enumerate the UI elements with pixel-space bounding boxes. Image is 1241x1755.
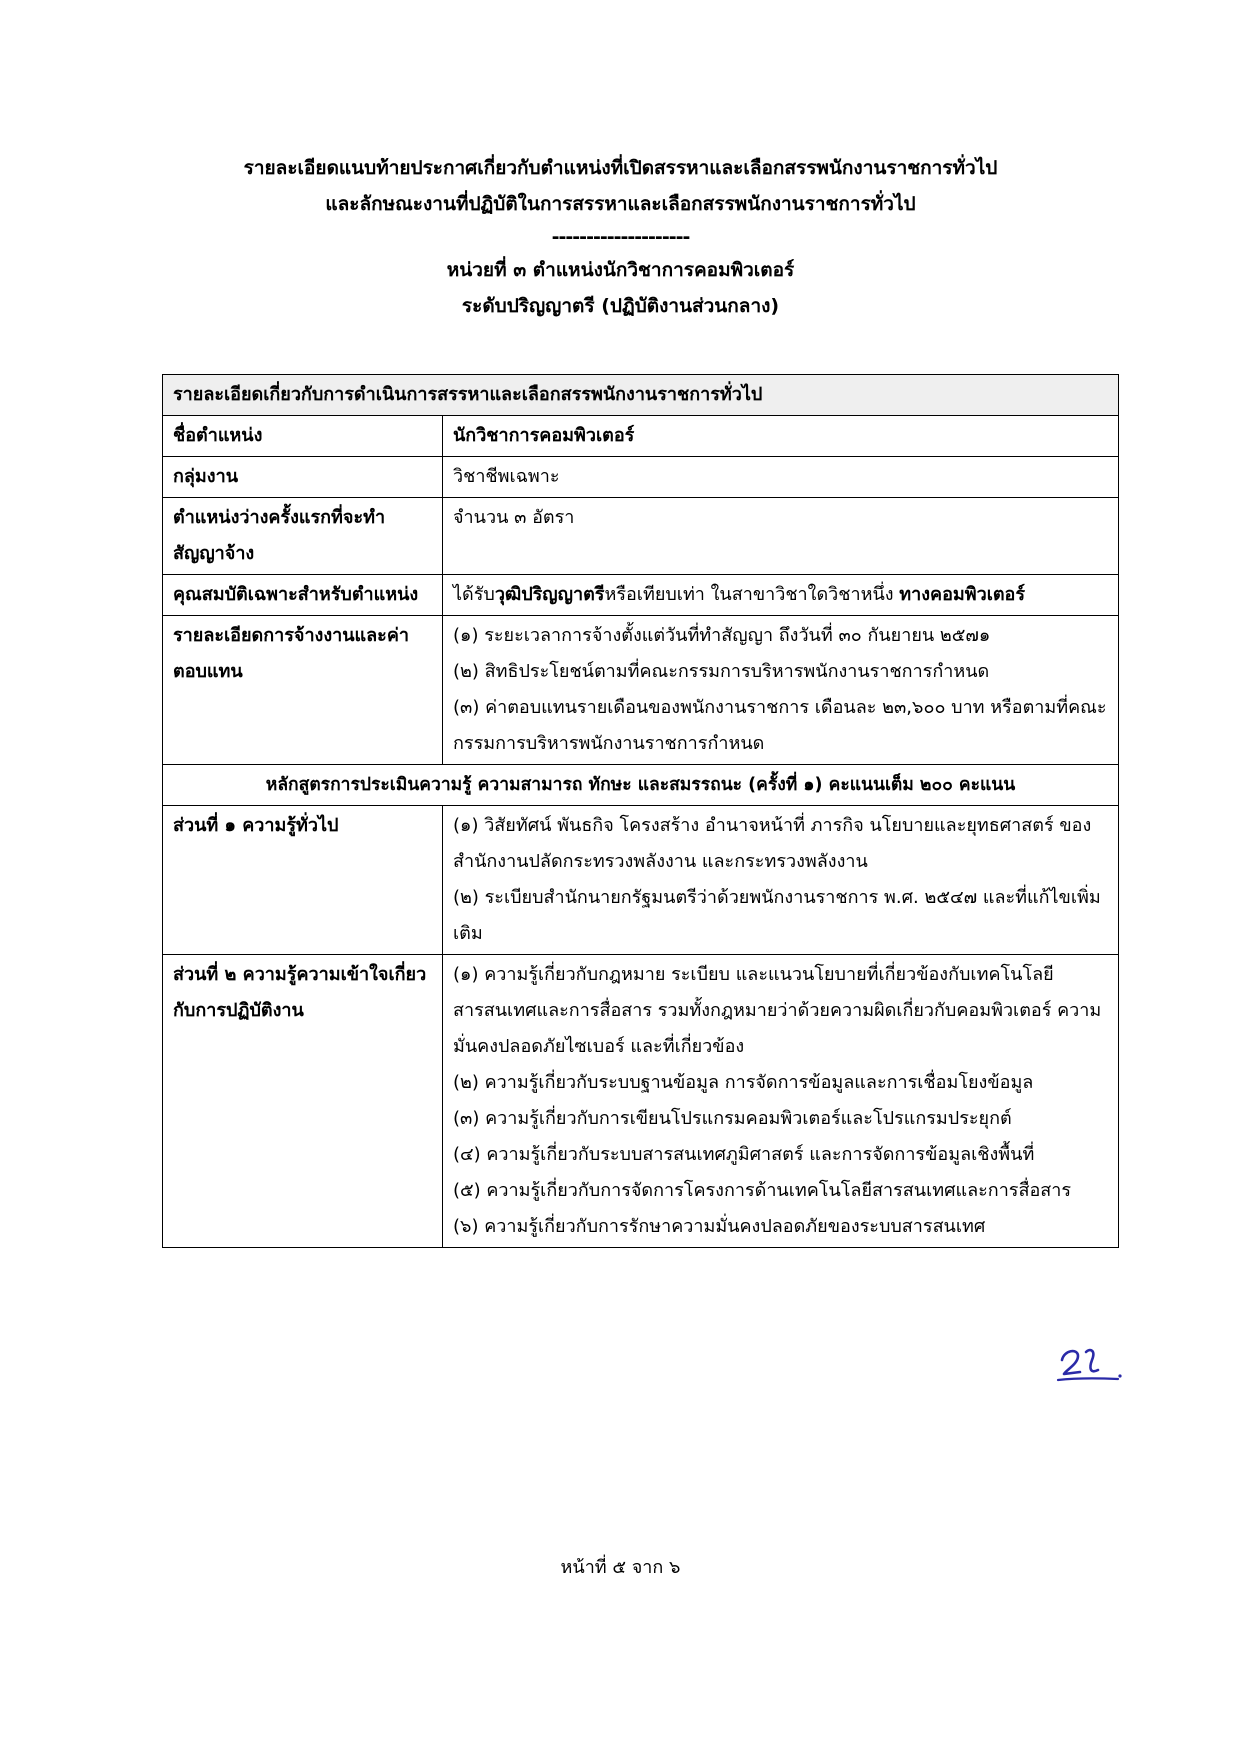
employment-item-2: (๒) สิทธิประโยชน์ตามที่คณะกรรมการบริหารพนักงานราชการกำหนด xyxy=(453,661,990,682)
table-row xyxy=(163,616,1119,765)
vacancy-label: ตำแหน่งว่างครั้งแรกที่จะทำสัญญาจ้าง xyxy=(163,498,443,575)
part1-label: ส่วนที่ ๑ ความรู้ทั่วไป xyxy=(163,806,443,955)
signature-underline xyxy=(1058,1378,1118,1380)
table-row xyxy=(163,416,1119,457)
qualification-middle: หรือเทียบเท่า ในสาขาวิชาใดวิชาหนึ่ง xyxy=(604,584,900,605)
position-value: นักวิชาการคอมพิวเตอร์ xyxy=(443,416,1119,457)
part2-item-2: (๒) ความรู้เกี่ยวกับระบบฐานข้อมูล การจัดการข้อมูลและการเชื่อมโยงข้อมูล xyxy=(453,1072,1034,1093)
table-row xyxy=(163,955,1119,1248)
page-number: หน้าที่ ๕ จาก ๖ xyxy=(560,1557,681,1578)
table-row xyxy=(163,806,1119,955)
section-header-row xyxy=(163,375,1119,416)
table-row xyxy=(163,498,1119,575)
qualification-degree: วุฒิปริญญาตรี xyxy=(494,584,605,605)
part2-item-3: (๓) ความรู้เกี่ยวกับการเขียนโปรแกรมคอมพิวเตอร์และโปรแกรมประยุกต์ xyxy=(453,1108,1012,1129)
qualification-field: ทางคอมพิวเตอร์ xyxy=(899,584,1026,605)
section-header-recruitment: รายละเอียดเกี่ยวกับการดำเนินการสรรหาและเลือกสรรพนักงานราชการทั่วไป xyxy=(163,375,1119,416)
header-level: ระดับปริญญาตรี (ปฏิบัติงานส่วนกลาง) xyxy=(461,295,780,317)
signature-dot xyxy=(1118,1374,1121,1377)
document-header xyxy=(0,150,1241,324)
qualification-prefix: ได้รับ xyxy=(453,584,495,605)
employment-item-3: (๓) ค่าตอบแทนรายเดือนของพนักงานราชการ เดือนละ ๒๓,๖๐๐ บาท หรือตามที่คณะกรรมการบริหารพนักงานราชการกำหนด xyxy=(453,697,1107,754)
qualification-value xyxy=(443,575,1119,616)
signature-stroke xyxy=(1062,1350,1098,1374)
employment-item-1: (๑) ระยะเวลาการจ้างตั้งแต่วันที่ทำสัญญา ถึงวันที่ ๓๐ กันยายน ๒๕๗๑ xyxy=(453,625,991,646)
part2-item-1: (๑) ความรู้เกี่ยวกับกฎหมาย ระเบียบ และแนวนโยบายที่เกี่ยวข้องกับเทคโนโลยีสารสนเทศและการสื่อสาร รวมทั้งกฎหมายว่าด้วยความผิดเกี่ยวกับคอมพิวเตอร์ ความมั่นคงปลอดภัยไซเบอร์ และที่เกี่ยวข้อง xyxy=(453,964,1102,1057)
signature-initials-icon xyxy=(1056,1340,1126,1385)
group-value: วิชาชีพเฉพาะ xyxy=(443,457,1119,498)
table-row xyxy=(163,457,1119,498)
section-header-assessment: หลักสูตรการประเมินความรู้ ความสามารถ ทักษะ และสมรรถนะ (ครั้งที่ ๑) คะแนนเต็ม ๒๐๐ คะแนน xyxy=(163,765,1119,806)
group-label: กลุ่มงาน xyxy=(163,457,443,498)
qualification-label: คุณสมบัติเฉพาะสำหรับตำแหน่ง xyxy=(163,575,443,616)
part1-item-1: (๑) วิสัยทัศน์ พันธกิจ โครงสร้าง อำนาจหน้าที่ ภารกิจ นโยบายและยุทธศาสตร์ ของสำนักงานปลัดกระทรวงพลังงาน และกระทรวงพลังงาน xyxy=(453,815,1092,872)
header-title-line-1: รายละเอียดแนบท้ายประกาศเกี่ยวกับตำแหน่งที่เปิดสรรหาและเลือกสรรพนักงานราชการทั่วไป xyxy=(243,157,998,179)
part1-value xyxy=(443,806,1119,955)
part2-item-5: (๕) ความรู้เกี่ยวกับการจัดการโครงการด้านเทคโนโลยีสารสนเทศและการสื่อสาร xyxy=(453,1180,1072,1201)
section-header-row xyxy=(163,765,1119,806)
employment-value xyxy=(443,616,1119,765)
table-row xyxy=(163,575,1119,616)
part2-value xyxy=(443,955,1119,1248)
part2-item-6: (๖) ความรู้เกี่ยวกับการรักษาความมั่นคงปลอดภัยของระบบสารสนเทศ xyxy=(453,1216,986,1237)
header-title-line-2: และลักษณะงานที่ปฏิบัติในการสรรหาและเลือกสรรพนักงานราชการทั่วไป xyxy=(325,193,916,215)
header-divider: -------------------- xyxy=(551,226,690,248)
part2-label: ส่วนที่ ๒ ความรู้ความเข้าใจเกี่ยวกับการปฏิบัติงาน xyxy=(163,955,443,1248)
header-unit: หน่วยที่ ๓ ตำแหน่งนักวิชาการคอมพิวเตอร์ xyxy=(446,259,795,281)
employment-label: รายละเอียดการจ้างงานและค่าตอบแทน xyxy=(163,616,443,765)
part1-item-2: (๒) ระเบียบสำนักนายกรัฐมนตรีว่าด้วยพนักงานราชการ พ.ศ. ๒๕๔๗ และที่แก้ไขเพิ่มเติม xyxy=(453,887,1101,944)
part2-item-4: (๔) ความรู้เกี่ยวกับระบบสารสนเทศภูมิศาสตร์ และการจัดการข้อมูลเชิงพื้นที่ xyxy=(453,1144,1035,1165)
position-label: ชื่อตำแหน่ง xyxy=(163,416,443,457)
vacancy-value: จำนวน ๓ อัตรา xyxy=(443,498,1119,575)
details-table xyxy=(162,374,1119,1248)
